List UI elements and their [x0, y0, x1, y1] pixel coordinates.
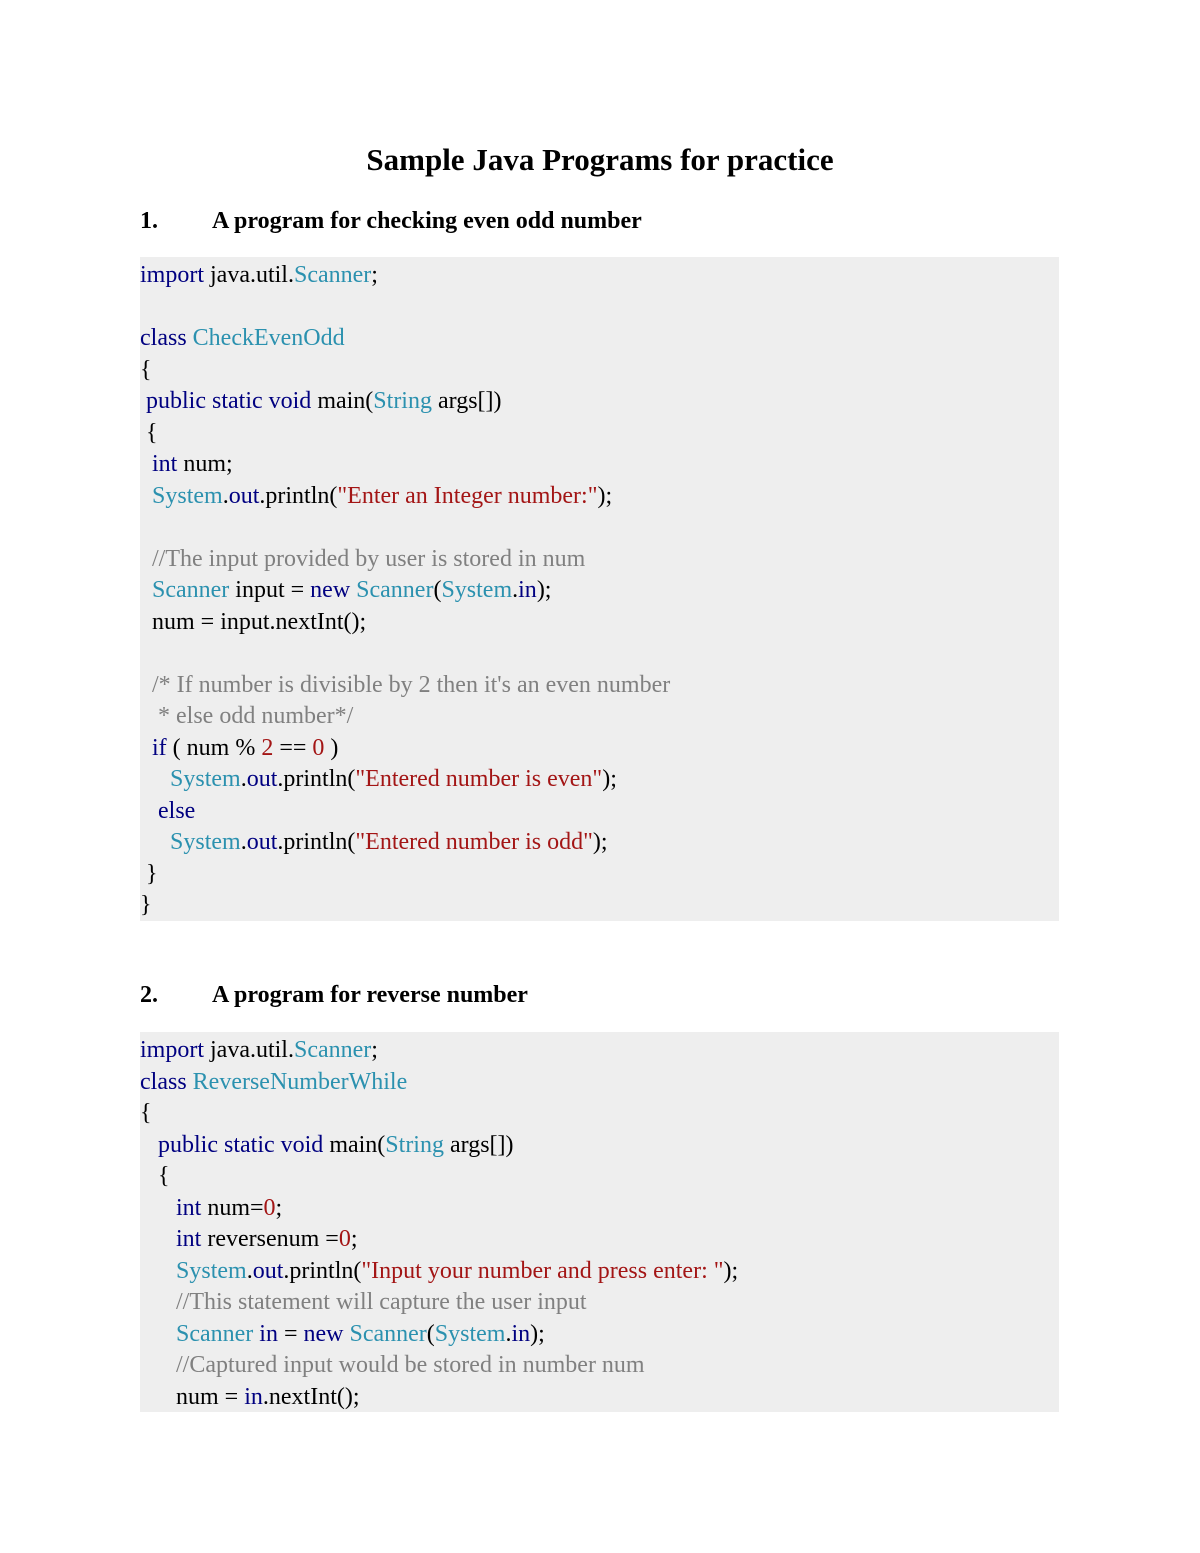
- code-line: [140, 607, 1059, 639]
- code-token: );: [536, 577, 552, 603]
- code-line: [140, 638, 1059, 670]
- code-line: [140, 764, 1059, 796]
- code-token: System: [176, 1257, 247, 1284]
- code-token: [140, 1132, 158, 1158]
- code-line: [140, 1256, 1059, 1288]
- code-token: }: [140, 860, 158, 887]
- code-token: {: [140, 1163, 170, 1189]
- code-token: "Entered number is odd": [355, 829, 593, 855]
- code-token: ;: [350, 1226, 358, 1252]
- code-token: String: [385, 1131, 450, 1158]
- code-token: 0: [338, 1226, 351, 1252]
- code-token: 0: [312, 734, 325, 761]
- code-token: [140, 735, 152, 761]
- code-token: System: [152, 482, 223, 509]
- section-2-heading: [140, 980, 528, 1010]
- code-line: [140, 1350, 1059, 1382]
- code-line: [140, 670, 1059, 702]
- code-token: java.util.: [210, 1037, 294, 1063]
- code-token: Scanner: [349, 1320, 427, 1347]
- code-token: int: [176, 1194, 208, 1221]
- section-1-heading: [140, 206, 642, 236]
- code-token: //This statement will capture the user input: [176, 1289, 587, 1315]
- code-token: [140, 1289, 176, 1315]
- code-token: import: [140, 1037, 210, 1063]
- code-line: [140, 386, 1059, 418]
- code-token: [140, 1258, 176, 1284]
- code-token: new: [310, 577, 357, 603]
- code-line: [140, 260, 1059, 292]
- code-token: (: [433, 577, 442, 603]
- code-token: java.util.: [210, 262, 294, 288]
- code-token: System: [441, 577, 513, 603]
- code-token: ==: [273, 734, 313, 761]
- code-token: [140, 546, 152, 572]
- code-line: [140, 733, 1059, 765]
- code-token: .: [240, 766, 247, 792]
- code-token: );: [592, 829, 608, 855]
- code-token: [140, 451, 152, 477]
- code-line: [140, 481, 1059, 513]
- code-line: [140, 544, 1059, 576]
- code-token: );: [597, 482, 613, 509]
- code-token: main(: [317, 388, 374, 414]
- code-token: CheckEvenOdd: [192, 325, 345, 351]
- code-token: else: [158, 797, 196, 824]
- code-token: new: [303, 1320, 350, 1347]
- code-token: out: [246, 829, 278, 855]
- code-line: [140, 1098, 1059, 1130]
- code-token: .println(: [259, 482, 338, 509]
- code-token: reversenum =: [207, 1226, 339, 1252]
- code-token: );: [602, 766, 617, 792]
- code-token: * else odd number*/: [152, 703, 354, 729]
- code-token: Scanner: [356, 577, 434, 603]
- code-token: public static void: [158, 1131, 330, 1158]
- code-token: ;: [275, 1194, 283, 1221]
- code-token: in: [511, 1320, 531, 1347]
- code-token: in: [259, 1320, 278, 1347]
- code-token: [140, 1321, 176, 1347]
- code-token: [140, 577, 152, 603]
- code-token: in: [518, 577, 537, 603]
- code-token: 0: [263, 1194, 276, 1221]
- code-line: [140, 323, 1059, 355]
- code-line: [140, 796, 1059, 828]
- code-token: ): [324, 734, 339, 761]
- code-token: //Captured input would be stored in number num: [176, 1352, 645, 1378]
- code-token: }: [140, 892, 152, 918]
- code-token: [140, 672, 152, 698]
- code-line: [140, 1130, 1059, 1162]
- code-line: [140, 1067, 1059, 1099]
- code-token: out: [228, 482, 260, 509]
- code-token: );: [530, 1320, 545, 1347]
- code-token: Scanner: [293, 1037, 372, 1063]
- code-token: (: [426, 1320, 435, 1347]
- code-token: "Entered number is even": [355, 766, 603, 792]
- code-token: );: [723, 1257, 739, 1284]
- code-token: args[]): [437, 388, 502, 414]
- code-token: if: [152, 734, 173, 761]
- code-line: [140, 701, 1059, 733]
- code-token: class: [140, 325, 193, 351]
- code-block-reverse-number: [140, 1032, 1059, 1412]
- code-token: .: [240, 829, 247, 855]
- code-line: [140, 859, 1059, 891]
- code-token: "Enter an Integer number:": [337, 482, 598, 509]
- code-token: [140, 1195, 176, 1221]
- code-token: [140, 1352, 176, 1378]
- code-token: public static void: [146, 388, 318, 414]
- code-token: int: [176, 1226, 208, 1252]
- code-line: [140, 1035, 1059, 1067]
- code-token: .: [246, 1257, 253, 1284]
- code-token: "Input your number and press enter: ": [361, 1257, 724, 1284]
- code-token: [140, 483, 152, 509]
- code-token: .println(: [277, 766, 356, 792]
- code-token: num = input.nextInt();: [140, 608, 367, 635]
- code-token: {: [140, 356, 152, 383]
- section-1-title: A program for checking even odd number: [212, 208, 642, 234]
- code-token: [140, 1226, 176, 1252]
- code-token: num=: [207, 1194, 264, 1221]
- code-token: System: [170, 766, 241, 792]
- code-token: out: [246, 766, 278, 792]
- section-2-number: 2.: [140, 982, 158, 1008]
- code-line: [140, 449, 1059, 481]
- code-token: .: [512, 577, 519, 603]
- code-token: [140, 703, 152, 729]
- code-token: class: [140, 1068, 193, 1095]
- code-token: .nextInt();: [262, 1383, 360, 1410]
- code-token: [140, 766, 170, 792]
- code-line: [140, 512, 1059, 544]
- code-token: ( num %: [172, 734, 262, 761]
- code-token: ReverseNumberWhile: [192, 1068, 408, 1095]
- code-token: String: [373, 388, 438, 414]
- code-token: ;: [371, 1037, 378, 1063]
- code-line: [140, 1319, 1059, 1351]
- code-token: in: [244, 1383, 263, 1410]
- code-line: [140, 575, 1059, 607]
- code-line: [140, 418, 1059, 450]
- code-token: [140, 798, 158, 824]
- code-line: [140, 1193, 1059, 1225]
- code-line: [140, 1287, 1059, 1319]
- section-2-title: A program for reverse number: [212, 982, 528, 1008]
- code-token: Scanner: [293, 262, 372, 288]
- code-block-even-odd: [140, 257, 1059, 921]
- code-token: ;: [371, 262, 378, 288]
- code-token: {: [140, 419, 158, 446]
- code-token: [140, 829, 170, 855]
- code-line: [140, 890, 1059, 922]
- code-token: input =: [235, 577, 311, 603]
- page-title: Sample Java Programs for practice: [366, 142, 834, 177]
- code-token: =: [277, 1320, 304, 1347]
- code-token: args[]): [449, 1131, 514, 1158]
- code-token: //The input provided by user is stored in num: [152, 545, 586, 572]
- code-token: /* If number is divisible by 2 then it's an even number: [152, 671, 671, 698]
- code-line: [140, 292, 1059, 324]
- code-line: [140, 1161, 1059, 1193]
- code-token: 2: [261, 734, 274, 761]
- code-token: num;: [183, 451, 233, 477]
- code-token: .println(: [283, 1257, 362, 1284]
- code-token: .: [505, 1320, 512, 1347]
- code-line: [140, 1224, 1059, 1256]
- code-line: [140, 355, 1059, 387]
- code-token: num =: [140, 1383, 245, 1410]
- code-token: main(: [329, 1131, 386, 1158]
- code-token: .: [222, 482, 229, 509]
- code-token: out: [252, 1257, 284, 1284]
- code-token: int: [152, 451, 184, 477]
- code-token: Scanner: [152, 577, 236, 603]
- code-token: Scanner: [176, 1320, 260, 1347]
- code-token: .println(: [277, 829, 356, 855]
- code-token: {: [140, 1100, 152, 1126]
- code-line: [140, 1382, 1059, 1414]
- code-token: System: [170, 829, 241, 855]
- section-1-number: 1.: [140, 208, 158, 234]
- code-token: import: [140, 262, 210, 288]
- code-line: [140, 827, 1059, 859]
- code-token: System: [434, 1320, 506, 1347]
